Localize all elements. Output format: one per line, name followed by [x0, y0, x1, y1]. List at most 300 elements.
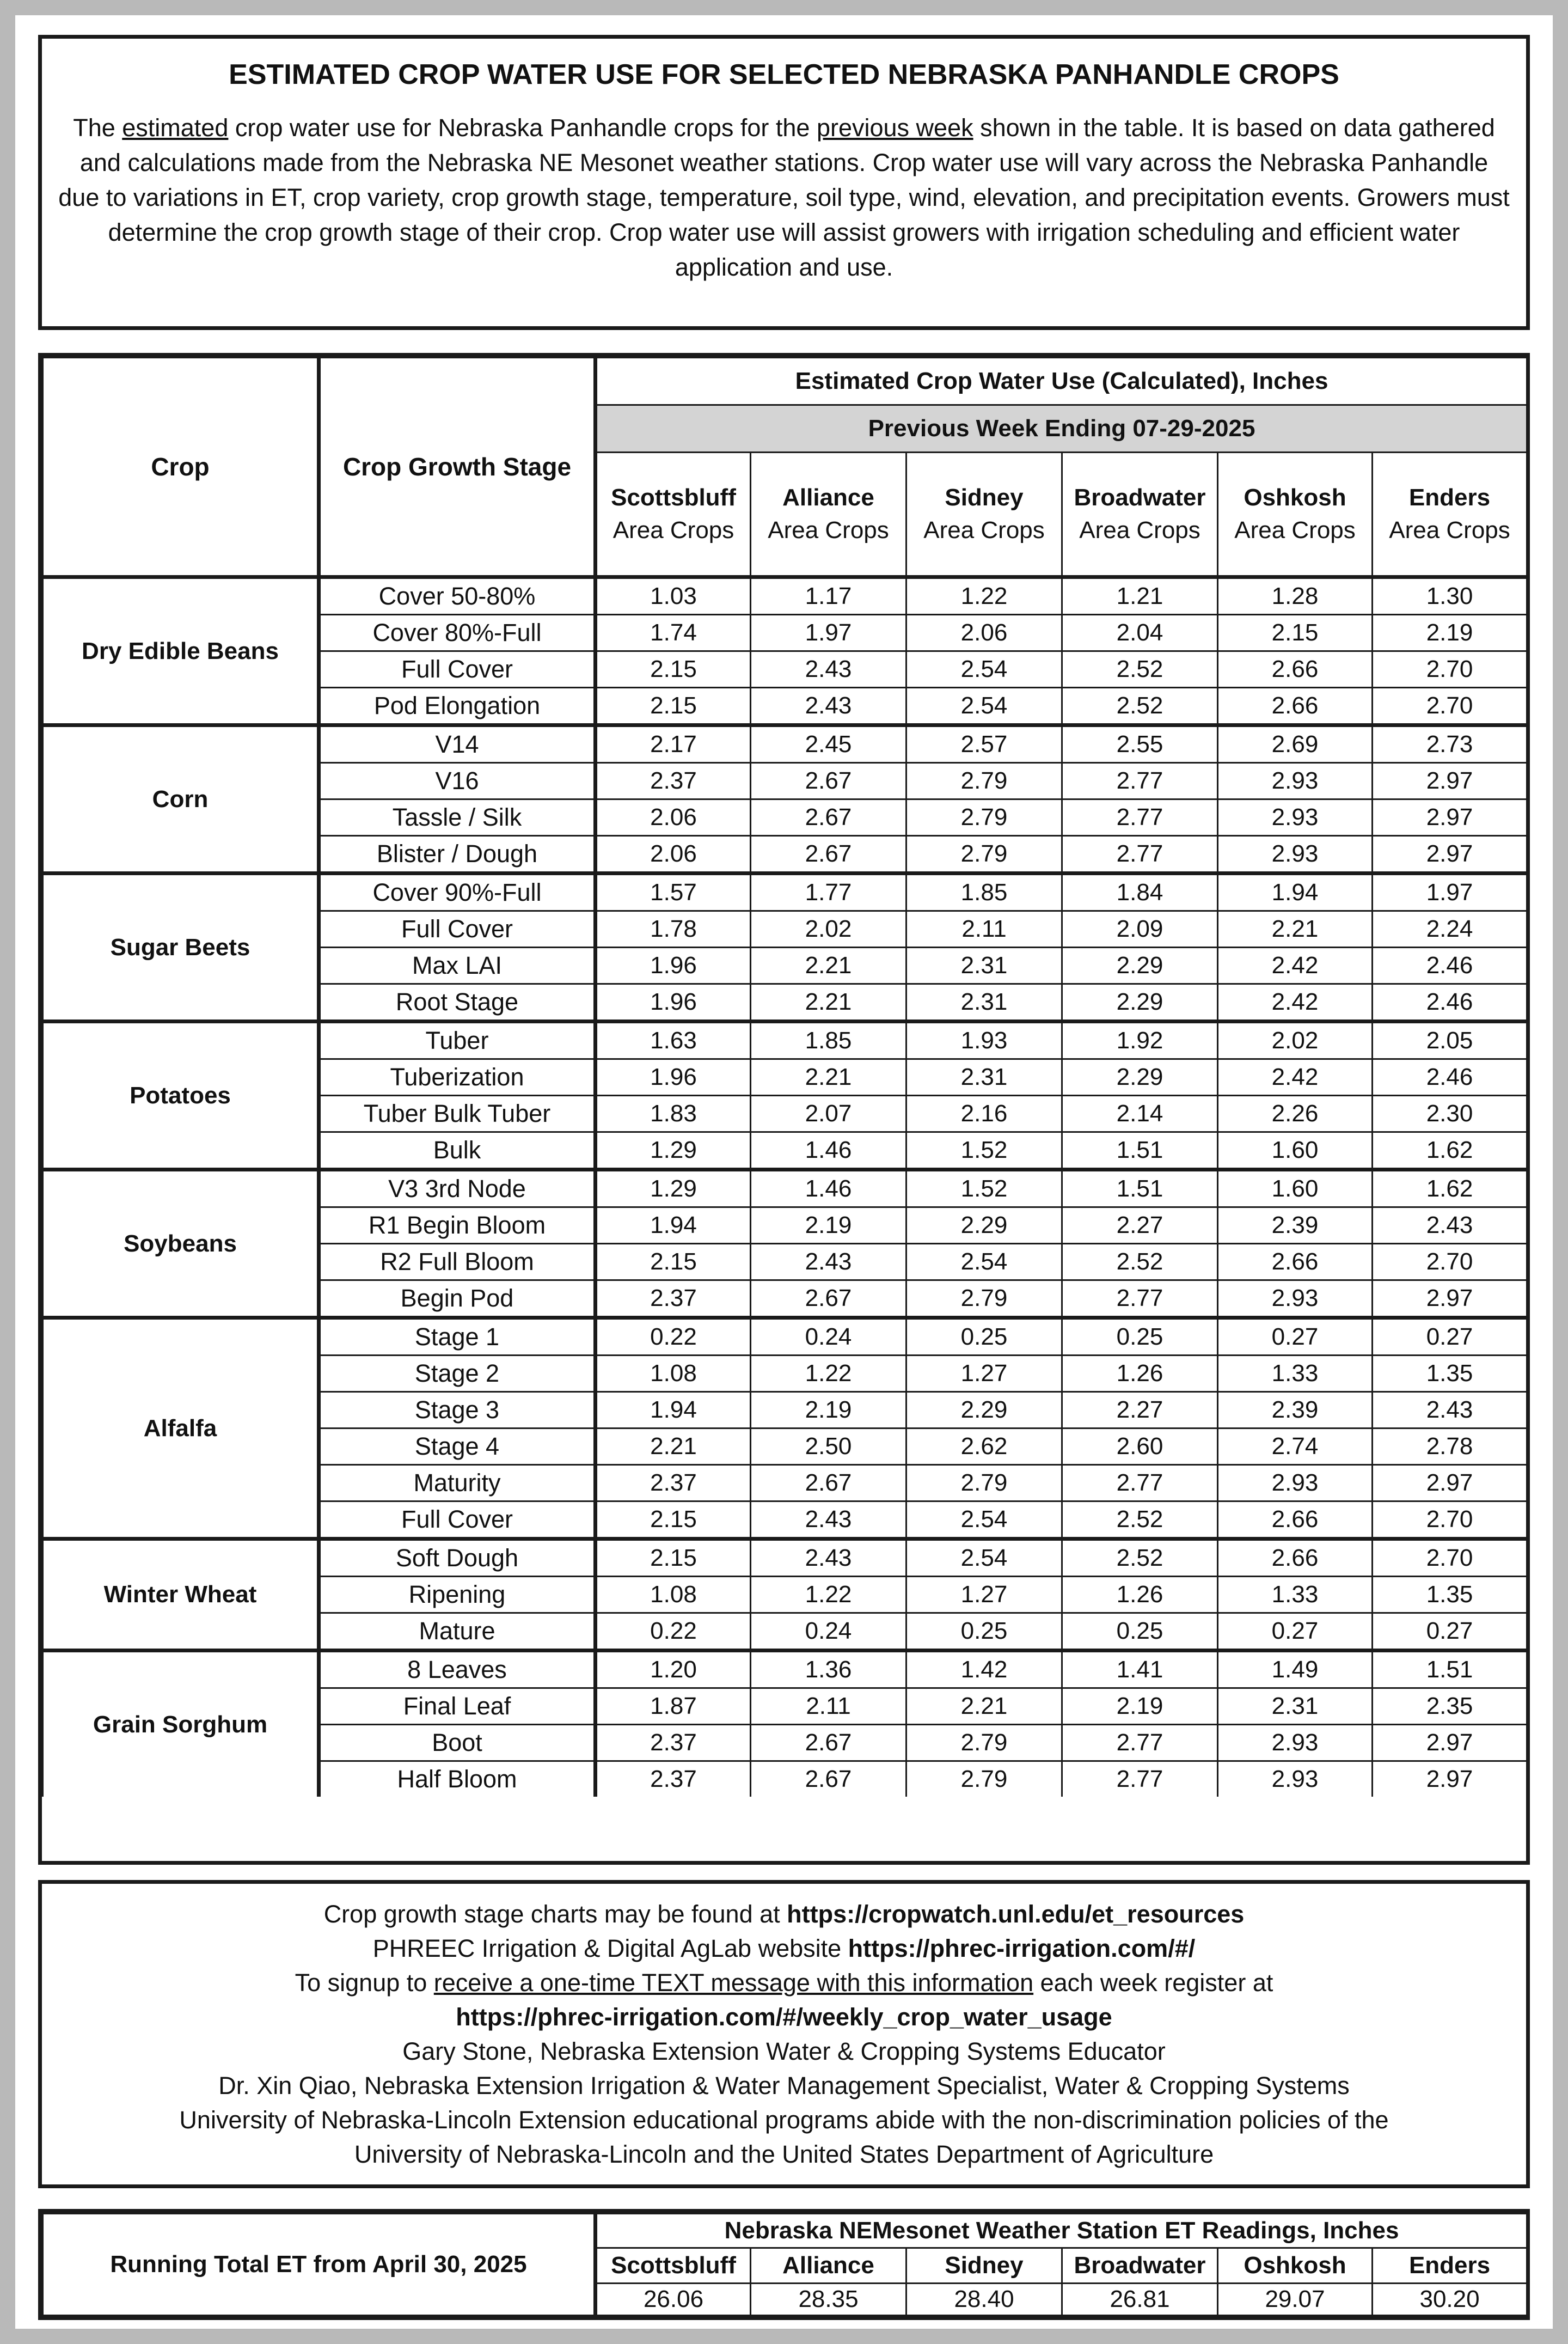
growth-stage: Maturity — [319, 1465, 596, 1501]
intro-text-1: The — [73, 114, 122, 142]
crop-name: Corn — [43, 725, 319, 874]
water-use-value: 1.63 — [596, 1022, 751, 1059]
column-header-crop: Crop — [43, 358, 319, 577]
page — [15, 15, 1553, 2329]
water-use-value: 1.97 — [1373, 874, 1527, 911]
water-use-value: 1.51 — [1062, 1132, 1218, 1170]
water-use-value: 2.66 — [1218, 651, 1373, 688]
water-use-value: 2.39 — [1218, 1207, 1373, 1244]
water-use-value: 1.36 — [751, 1651, 906, 1688]
water-use-value: 1.51 — [1373, 1651, 1527, 1688]
water-use-value: 1.20 — [596, 1651, 751, 1688]
water-use-value: 2.67 — [751, 1280, 906, 1318]
table-row — [43, 1022, 1527, 1059]
group-header: Estimated Crop Water Use (Calculated), Inches — [596, 358, 1527, 405]
growth-stage: Full Cover — [319, 651, 596, 688]
water-use-value: 2.67 — [751, 799, 906, 836]
water-use-value: 2.69 — [1218, 725, 1373, 763]
water-use-value: 2.30 — [1373, 1096, 1527, 1132]
water-use-value: 1.83 — [596, 1096, 751, 1132]
location-name: Alliance — [782, 484, 874, 511]
water-use-value: 2.66 — [1218, 1501, 1373, 1539]
running-total-location: Sidney — [906, 2248, 1062, 2284]
water-use-value: 1.03 — [596, 577, 751, 615]
water-use-value: 1.57 — [596, 874, 751, 911]
water-use-value: 2.14 — [1062, 1096, 1218, 1132]
water-use-value: 1.51 — [1062, 1170, 1218, 1207]
water-use-value: 1.42 — [906, 1651, 1062, 1688]
water-use-value: 2.19 — [1373, 615, 1527, 651]
crop-name: Sugar Beets — [43, 874, 319, 1022]
water-use-value: 2.35 — [1373, 1688, 1527, 1725]
water-use-value: 2.06 — [906, 615, 1062, 651]
water-use-value: 2.02 — [751, 911, 906, 948]
info-line-2-text: PHREEC Irrigation & Digital AgLab website — [372, 1934, 848, 1962]
table-row — [43, 874, 1527, 911]
water-use-value: 2.79 — [906, 836, 1062, 874]
water-use-value: 2.24 — [1373, 911, 1527, 948]
growth-stage: Full Cover — [319, 1501, 596, 1539]
running-total-value: 29.07 — [1218, 2284, 1373, 2316]
intro-text-3: shown in the table. It is based on data gathered and calculations made from the Nebraska NE Mesonet weather stations. Crop water use will vary across the Nebraska Panhandle due to variations in ET, crop variety, crop growth stage, temperature, soil type, wind, elevation, and precipitation events. Growers must determine the crop growth stage of their crop. Crop water use will assist growers with irrigation scheduling and efficient water application and use. — [58, 114, 1510, 281]
water-use-value: 1.22 — [906, 577, 1062, 615]
water-use-value: 0.22 — [596, 1318, 751, 1356]
water-use-value: 2.42 — [1218, 1059, 1373, 1096]
water-use-value: 2.26 — [1218, 1096, 1373, 1132]
water-use-value: 1.84 — [1062, 874, 1218, 911]
running-total-value: 26.81 — [1062, 2284, 1218, 2316]
water-use-value: 1.46 — [751, 1132, 906, 1170]
water-use-value: 2.93 — [1218, 799, 1373, 836]
water-use-value: 2.93 — [1218, 1465, 1373, 1501]
water-use-value: 2.27 — [1062, 1207, 1218, 1244]
water-use-value: 2.93 — [1218, 1280, 1373, 1318]
water-use-value: 2.57 — [906, 725, 1062, 763]
info-line-1 — [42, 1897, 1526, 1931]
water-use-value: 1.94 — [596, 1207, 751, 1244]
water-use-value: 1.85 — [751, 1022, 906, 1059]
water-use-value: 2.46 — [1373, 948, 1527, 984]
info-line-3-text-b: each week register at — [1033, 1969, 1273, 1997]
water-use-value: 2.67 — [751, 836, 906, 874]
water-use-value: 2.06 — [596, 836, 751, 874]
water-use-value: 2.43 — [1373, 1207, 1527, 1244]
info-line-3 — [42, 1965, 1526, 2000]
water-use-value: 1.60 — [1218, 1132, 1373, 1170]
water-use-value: 2.97 — [1373, 1465, 1527, 1501]
water-use-value: 1.96 — [596, 948, 751, 984]
growth-stage: V3 3rd Node — [319, 1170, 596, 1207]
growth-stage: Mature — [319, 1613, 596, 1651]
water-use-value: 2.67 — [751, 1725, 906, 1761]
water-use-value: 2.93 — [1218, 1725, 1373, 1761]
water-use-value: 2.67 — [751, 1465, 906, 1501]
phrec-link[interactable]: https://phrec-irrigation.com/#/ — [848, 1934, 1196, 1962]
running-total-label: Running Total ET from April 30, 2025 — [43, 2214, 596, 2316]
info-line-3-underline: receive a one-time TEXT message with this information — [433, 1969, 1034, 1997]
table-row — [43, 577, 1527, 615]
water-use-value: 2.43 — [751, 1539, 906, 1577]
week-header: Previous Week Ending 07-29-2025 — [596, 405, 1527, 453]
column-header-stage: Crop Growth Stage — [319, 358, 596, 577]
water-use-value: 2.43 — [1373, 1392, 1527, 1429]
water-use-value: 1.94 — [596, 1392, 751, 1429]
water-use-value: 2.60 — [1062, 1429, 1218, 1465]
growth-stage: Tuberization — [319, 1059, 596, 1096]
water-use-value: 2.62 — [906, 1429, 1062, 1465]
water-use-value: 1.30 — [1373, 577, 1527, 615]
location-header — [1062, 453, 1218, 577]
water-use-value: 0.24 — [751, 1318, 906, 1356]
water-use-value: 2.29 — [906, 1207, 1062, 1244]
water-use-value: 1.46 — [751, 1170, 906, 1207]
growth-stage: V14 — [319, 725, 596, 763]
water-use-value: 2.93 — [1218, 836, 1373, 874]
water-use-value: 2.45 — [751, 725, 906, 763]
location-subtitle: Area Crops — [923, 517, 1045, 544]
water-use-value: 1.93 — [906, 1022, 1062, 1059]
running-total-value: 30.20 — [1373, 2284, 1527, 2316]
intro-underline-previous-week: previous week — [816, 114, 973, 142]
water-use-value: 2.43 — [751, 688, 906, 725]
water-use-value: 2.77 — [1062, 763, 1218, 799]
water-use-value: 0.25 — [1062, 1318, 1218, 1356]
running-total-value: 28.40 — [906, 2284, 1062, 2316]
water-use-value: 2.05 — [1373, 1022, 1527, 1059]
location-name: Enders — [1408, 484, 1491, 511]
water-use-value: 2.52 — [1062, 688, 1218, 725]
water-use-value: 2.70 — [1373, 1539, 1527, 1577]
water-use-value: 1.52 — [906, 1170, 1062, 1207]
water-use-value: 0.25 — [1062, 1613, 1218, 1651]
growth-stage: Blister / Dough — [319, 836, 596, 874]
growth-stage: R1 Begin Bloom — [319, 1207, 596, 1244]
water-use-value: 2.29 — [1062, 1059, 1218, 1096]
water-use-value: 2.02 — [1218, 1022, 1373, 1059]
water-use-value: 2.09 — [1062, 911, 1218, 948]
water-use-value: 2.29 — [1062, 948, 1218, 984]
water-use-value: 2.66 — [1218, 1539, 1373, 1577]
water-use-value: 2.43 — [751, 651, 906, 688]
water-use-value: 2.17 — [596, 725, 751, 763]
location-header — [596, 453, 751, 577]
water-use-value: 1.26 — [1062, 1577, 1218, 1613]
growth-stage: Stage 4 — [319, 1429, 596, 1465]
water-use-value: 2.77 — [1062, 1465, 1218, 1501]
growth-stage: R2 Full Bloom — [319, 1244, 596, 1280]
location-subtitle: Area Crops — [1079, 517, 1200, 544]
running-total-location: Scottsbluff — [596, 2248, 751, 2284]
growth-stage: 8 Leaves — [319, 1651, 596, 1688]
water-use-value: 2.15 — [596, 651, 751, 688]
growth-stage: Cover 80%-Full — [319, 615, 596, 651]
water-use-value: 2.79 — [906, 1725, 1062, 1761]
water-use-value: 2.15 — [596, 1501, 751, 1539]
water-use-value: 2.79 — [906, 763, 1062, 799]
water-use-value: 2.66 — [1218, 1244, 1373, 1280]
water-use-value: 1.35 — [1373, 1577, 1527, 1613]
water-use-value: 1.26 — [1062, 1356, 1218, 1392]
water-use-value: 1.17 — [751, 577, 906, 615]
water-use-value: 2.79 — [906, 1280, 1062, 1318]
info-line-2 — [42, 1931, 1526, 1965]
running-total-value: 26.06 — [596, 2284, 751, 2316]
water-use-value: 2.54 — [906, 1539, 1062, 1577]
water-use-value: 1.27 — [906, 1356, 1062, 1392]
location-subtitle: Area Crops — [1234, 517, 1356, 544]
info-line-8: University of Nebraska-Lincoln and the United States Department of Agriculture — [354, 2140, 1214, 2168]
water-use-value: 2.79 — [906, 799, 1062, 836]
info-line-5: Gary Stone, Nebraska Extension Water & Cropping Systems Educator — [402, 2037, 1166, 2065]
crop-table-body — [43, 577, 1527, 1797]
water-use-value: 2.06 — [596, 799, 751, 836]
water-use-value: 2.21 — [751, 948, 906, 984]
water-use-value: 2.39 — [1218, 1392, 1373, 1429]
growth-stage: Tassle / Silk — [319, 799, 596, 836]
water-use-value: 2.67 — [751, 763, 906, 799]
water-use-value: 1.62 — [1373, 1132, 1527, 1170]
growth-stage: Pod Elongation — [319, 688, 596, 725]
water-use-value: 1.21 — [1062, 577, 1218, 615]
crop-name: Alfalfa — [43, 1318, 319, 1539]
water-use-value: 2.11 — [751, 1688, 906, 1725]
crop-water-table-box — [38, 353, 1530, 1865]
water-use-value: 2.52 — [1062, 1244, 1218, 1280]
water-use-value: 1.22 — [751, 1577, 906, 1613]
crop-name: Dry Edible Beans — [43, 577, 319, 725]
water-use-value: 1.22 — [751, 1356, 906, 1392]
growth-stage: Ripening — [319, 1577, 596, 1613]
location-header — [1373, 453, 1527, 577]
water-use-value: 1.41 — [1062, 1651, 1218, 1688]
water-use-value: 2.27 — [1062, 1392, 1218, 1429]
running-total-location: Alliance — [751, 2248, 906, 2284]
water-use-value: 0.27 — [1373, 1613, 1527, 1651]
water-use-value: 2.21 — [906, 1688, 1062, 1725]
water-use-value: 2.70 — [1373, 1244, 1527, 1280]
location-header — [906, 453, 1062, 577]
water-use-value: 2.77 — [1062, 1280, 1218, 1318]
water-use-value: 2.52 — [1062, 1539, 1218, 1577]
growth-stage: Soft Dough — [319, 1539, 596, 1577]
water-use-value: 2.31 — [906, 948, 1062, 984]
water-use-value: 2.31 — [906, 984, 1062, 1022]
water-use-value: 1.62 — [1373, 1170, 1527, 1207]
water-use-value: 2.52 — [1062, 1501, 1218, 1539]
water-use-value: 2.97 — [1373, 763, 1527, 799]
water-use-value: 2.16 — [906, 1096, 1062, 1132]
water-use-value: 1.97 — [751, 615, 906, 651]
growth-stage: Cover 50-80% — [319, 577, 596, 615]
water-use-value: 0.22 — [596, 1613, 751, 1651]
location-name: Sidney — [945, 484, 1024, 511]
water-use-value: 1.49 — [1218, 1651, 1373, 1688]
water-use-value: 2.74 — [1218, 1429, 1373, 1465]
water-use-value: 2.37 — [596, 1465, 751, 1501]
growth-stage: Stage 3 — [319, 1392, 596, 1429]
water-use-value: 2.42 — [1218, 948, 1373, 984]
water-use-value: 0.27 — [1373, 1318, 1527, 1356]
water-use-value: 2.97 — [1373, 836, 1527, 874]
water-use-value: 2.19 — [751, 1207, 906, 1244]
water-use-value: 0.24 — [751, 1613, 906, 1651]
table-row — [43, 1170, 1527, 1207]
water-use-value: 1.60 — [1218, 1170, 1373, 1207]
growth-stage: Half Bloom — [319, 1761, 596, 1797]
growth-stage: Stage 2 — [319, 1356, 596, 1392]
growth-stage: Max LAI — [319, 948, 596, 984]
location-subtitle: Area Crops — [612, 517, 734, 544]
crop-name: Potatoes — [43, 1022, 319, 1170]
water-use-value: 2.15 — [596, 1244, 751, 1280]
water-use-value: 2.77 — [1062, 1761, 1218, 1797]
info-line-7: University of Nebraska-Lincoln Extension educational programs abide with the non-discrimination policies of the — [179, 2106, 1389, 2134]
crop-water-table — [42, 357, 1528, 1797]
water-use-value: 1.28 — [1218, 577, 1373, 615]
water-use-value: 2.93 — [1218, 763, 1373, 799]
water-use-value: 2.42 — [1218, 984, 1373, 1022]
running-total-box — [38, 2209, 1530, 2320]
water-use-value: 2.31 — [1218, 1688, 1373, 1725]
water-use-value: 2.21 — [1218, 911, 1373, 948]
running-total-location: Broadwater — [1062, 2248, 1218, 2284]
running-total-value: 28.35 — [751, 2284, 906, 2316]
cropwatch-link[interactable]: https://cropwatch.unl.edu/et_resources — [787, 1900, 1245, 1928]
water-use-value: 2.54 — [906, 1501, 1062, 1539]
water-use-value: 1.08 — [596, 1577, 751, 1613]
water-use-value: 2.54 — [906, 651, 1062, 688]
water-use-value: 2.70 — [1373, 688, 1527, 725]
water-use-value: 2.67 — [751, 1761, 906, 1797]
growth-stage: Final Leaf — [319, 1688, 596, 1725]
water-use-value: 2.66 — [1218, 688, 1373, 725]
signup-link[interactable]: https://phrec-irrigation.com/#/weekly_crop_water_usage — [456, 2003, 1112, 2031]
growth-stage: Cover 90%-Full — [319, 874, 596, 911]
location-header — [1218, 453, 1373, 577]
water-use-value: 2.07 — [751, 1096, 906, 1132]
water-use-value: 1.96 — [596, 1059, 751, 1096]
running-total-location: Oshkosh — [1218, 2248, 1373, 2284]
water-use-value: 2.97 — [1373, 1761, 1527, 1797]
running-total-header: Nebraska NEMesonet Weather Station ET Readings, Inches — [596, 2214, 1527, 2248]
water-use-value: 2.78 — [1373, 1429, 1527, 1465]
growth-stage: Bulk — [319, 1132, 596, 1170]
water-use-value: 1.29 — [596, 1132, 751, 1170]
water-use-value: 2.77 — [1062, 1725, 1218, 1761]
water-use-value: 1.52 — [906, 1132, 1062, 1170]
water-use-value: 2.54 — [906, 688, 1062, 725]
water-use-value: 2.79 — [906, 1465, 1062, 1501]
water-use-value: 2.19 — [751, 1392, 906, 1429]
water-use-value: 2.46 — [1373, 1059, 1527, 1096]
water-use-value: 2.97 — [1373, 799, 1527, 836]
water-use-value: 1.92 — [1062, 1022, 1218, 1059]
intro-text-2: crop water use for Nebraska Panhandle crops for the — [228, 114, 817, 142]
growth-stage: Root Stage — [319, 984, 596, 1022]
crop-name: Soybeans — [43, 1170, 319, 1318]
water-use-value: 2.97 — [1373, 1280, 1527, 1318]
water-use-value: 0.27 — [1218, 1318, 1373, 1356]
water-use-value: 1.94 — [1218, 874, 1373, 911]
running-total-location: Enders — [1373, 2248, 1527, 2284]
water-use-value: 2.11 — [906, 911, 1062, 948]
intro-paragraph — [58, 111, 1510, 285]
water-use-value: 2.29 — [906, 1392, 1062, 1429]
water-use-value: 2.21 — [596, 1429, 751, 1465]
water-use-value: 2.55 — [1062, 725, 1218, 763]
water-use-value: 2.37 — [596, 1725, 751, 1761]
water-use-value: 2.43 — [751, 1501, 906, 1539]
water-use-value: 1.33 — [1218, 1356, 1373, 1392]
growth-stage: Begin Pod — [319, 1280, 596, 1318]
location-name: Oshkosh — [1244, 484, 1346, 511]
info-line-3-text-a: To signup to — [295, 1969, 434, 1997]
location-name: Broadwater — [1074, 484, 1206, 511]
water-use-value: 1.29 — [596, 1170, 751, 1207]
water-use-value: 1.87 — [596, 1688, 751, 1725]
location-header — [751, 453, 906, 577]
water-use-value: 0.25 — [906, 1613, 1062, 1651]
water-use-value: 2.54 — [906, 1244, 1062, 1280]
growth-stage: Boot — [319, 1725, 596, 1761]
table-row — [43, 1318, 1527, 1356]
water-use-value: 2.37 — [596, 1761, 751, 1797]
location-subtitle: Area Crops — [1389, 517, 1510, 544]
water-use-value: 1.74 — [596, 615, 751, 651]
intro-underline-estimated: estimated — [122, 114, 229, 142]
water-use-value: 1.85 — [906, 874, 1062, 911]
water-use-value: 2.97 — [1373, 1725, 1527, 1761]
water-use-value: 2.15 — [596, 1539, 751, 1577]
water-use-value: 2.77 — [1062, 799, 1218, 836]
water-use-value: 2.19 — [1062, 1688, 1218, 1725]
water-use-value: 1.33 — [1218, 1577, 1373, 1613]
water-use-value: 2.04 — [1062, 615, 1218, 651]
water-use-value: 2.79 — [906, 1761, 1062, 1797]
water-use-value: 2.93 — [1218, 1761, 1373, 1797]
water-use-value: 2.73 — [1373, 725, 1527, 763]
water-use-value: 2.37 — [596, 1280, 751, 1318]
growth-stage: Tuber — [319, 1022, 596, 1059]
water-use-value: 2.37 — [596, 763, 751, 799]
water-use-value: 2.46 — [1373, 984, 1527, 1022]
growth-stage: Full Cover — [319, 911, 596, 948]
water-use-value: 2.15 — [596, 688, 751, 725]
water-use-value: 2.29 — [1062, 984, 1218, 1022]
table-row — [43, 1651, 1527, 1688]
crop-name: Grain Sorghum — [43, 1651, 319, 1797]
water-use-value: 2.50 — [751, 1429, 906, 1465]
water-use-value: 2.70 — [1373, 651, 1527, 688]
water-use-value: 1.08 — [596, 1356, 751, 1392]
page-title: ESTIMATED CROP WATER USE FOR SELECTED NEBRASKA PANHANDLE CROPS — [229, 59, 1339, 90]
info-line-1-text: Crop growth stage charts may be found at — [323, 1900, 787, 1928]
water-use-value: 0.25 — [906, 1318, 1062, 1356]
water-use-value: 1.35 — [1373, 1356, 1527, 1392]
water-use-value: 2.43 — [751, 1244, 906, 1280]
growth-stage: V16 — [319, 763, 596, 799]
water-use-value: 1.96 — [596, 984, 751, 1022]
water-use-value: 1.78 — [596, 911, 751, 948]
growth-stage: Tuber Bulk Tuber — [319, 1096, 596, 1132]
location-subtitle: Area Crops — [768, 517, 889, 544]
table-row — [43, 725, 1527, 763]
info-line-6: Dr. Xin Qiao, Nebraska Extension Irrigation & Water Management Specialist, Water & Cropping Systems — [218, 2072, 1350, 2099]
running-total-table — [42, 2213, 1528, 2316]
table-row — [43, 1539, 1527, 1577]
water-use-value: 2.31 — [906, 1059, 1062, 1096]
info-box — [38, 1880, 1530, 2188]
